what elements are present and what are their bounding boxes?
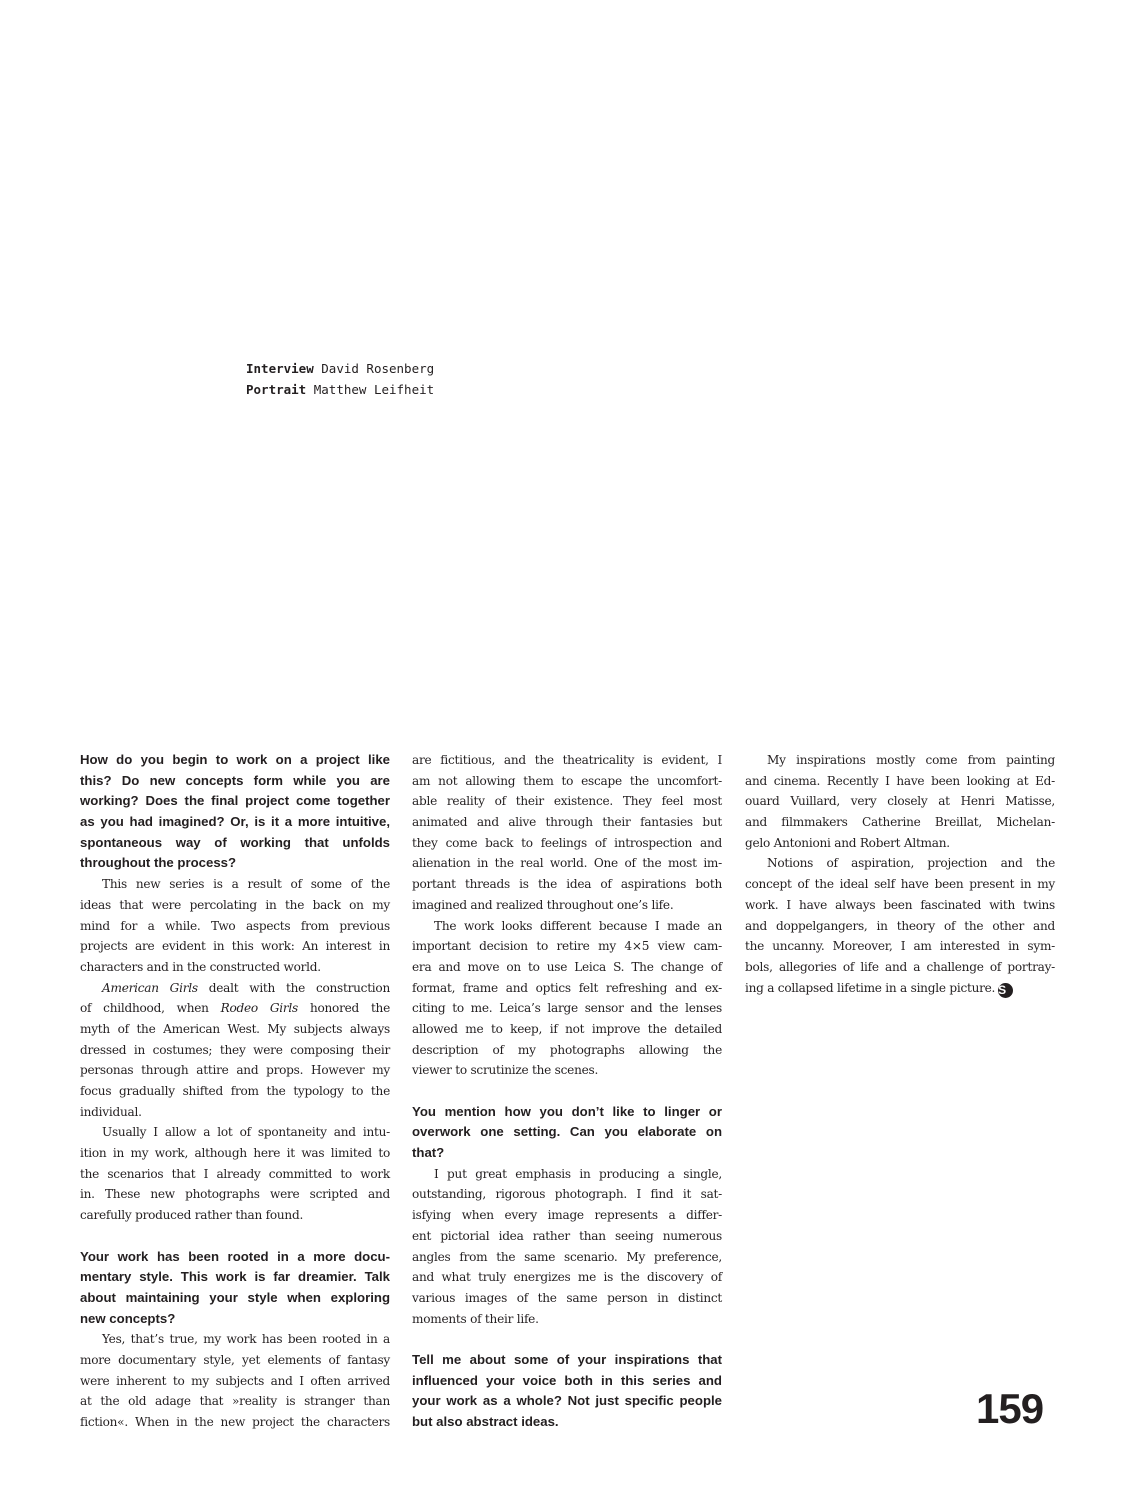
interview-label: Interview [246,361,314,376]
text-line: as you had imagined? Or, is it a more intuitive, [80,814,390,830]
text-line: isfying when every image represents a differ- [412,1208,722,1223]
interviewer-name: David Rosenberg [321,361,435,376]
answer-4-paragraph-2 [745,853,1055,998]
text-line: various images of the same person in distinct [412,1290,722,1305]
text-line: Your work has been rooted in a more docu- [80,1248,390,1264]
text-line: personas through attire and props. However my [80,1063,390,1078]
page-number: 159 [976,1385,1044,1432]
text-line: and cinema. Recently I have been looking at Ed- [745,773,1055,788]
article-credits [246,358,434,400]
text-line: This new series is a result of some of the [102,877,390,892]
text-line: working? Does the final project come together [80,793,390,809]
text-line: animated and alive through their fantasies but [412,815,722,830]
photographer-name: Matthew Leifheit [313,382,435,397]
text-line: overwork one setting. Can you elaborate on [412,1124,722,1140]
question-4 [412,1350,722,1433]
text-line: able reality of their existence. They feel most [412,794,722,809]
answer-2-paragraph-1 [80,1329,390,1432]
question-2 [80,1247,390,1330]
text-line: You mention how you don’t like to linger or [412,1103,722,1119]
text-line: viewer to scrutinize the scenes. [412,1063,599,1078]
text-span: dealt with the construction [197,980,390,995]
answer-2-continued [412,750,722,916]
text-line: and filmmakers Catherine Breillat, Michelan- [745,815,1055,830]
portrait-label: Portrait [246,382,307,397]
answer-1-paragraph-3 [80,1122,390,1225]
answer-2-paragraph-2 [412,916,722,1082]
answer-4-paragraph-1 [745,750,1055,853]
text-line: work. I have always been fascinated with twins [745,897,1055,912]
text-line: I put great emphasis in producing a single, [434,1166,722,1181]
text-line: outstanding, rigorous photograph. I find it sat- [412,1187,722,1202]
portrait-credit [246,379,434,400]
text-span: ing a collapsed lifetime in a single picture. [745,980,996,995]
text-line: am not allowing them to escape the uncomfort- [412,773,722,788]
question-1 [80,750,390,874]
answer-1-paragraph-1 [80,874,390,977]
text-line [745,978,1055,999]
text-line: carefully produced rather than found. [80,1208,304,1223]
text-line: and doppelgangers, in theory of the other and [745,918,1055,933]
text-line: projects are evident in this work: An interest in [80,939,390,954]
text-line: focus gradually shifted from the typology to the [80,1084,390,1098]
text-line: ition in my work, although here it was limited to [80,1146,390,1161]
text-line: bols, allegories of life and a challenge of portray- [745,959,1055,974]
text-line: myth of the American West. My subjects always [80,1021,390,1036]
text-line: dressed in costumes; they were composing their [80,1042,390,1057]
text-line: in. These new photographs were scripted and [80,1187,390,1202]
text-line: format, frame and optics felt refreshing and ex- [412,980,722,995]
series-title-rodeo-girls: Rodeo Girls [220,1001,299,1016]
text-line: characters and in the constructed world. [80,959,321,974]
text-line: individual. [80,1104,142,1119]
text-line: they come back to feelings of introspection and [412,835,722,850]
question-3 [412,1102,722,1164]
text-line: alienation in the real world. One of the most im- [412,856,722,871]
text-line: at the old adage that »reality is stranger than [80,1394,390,1409]
text-line: the uncanny. Moreover, I am interested in sym- [745,939,1055,954]
text-line: more documentary style, yet elements of fantasy [80,1352,390,1367]
end-of-article-icon: S [998,983,1013,998]
text-line: Tell me about some of your inspirations that [412,1351,722,1367]
text-line: the scenarios that I already committed to work [80,1166,390,1181]
text-line: angles from the same scenario. My preference, [412,1249,722,1264]
text-line: new concepts? [80,1310,176,1326]
text-line: this? Do new concepts form while you are [80,772,390,788]
text-line: spontaneous way of working that unfolds [80,834,390,850]
text-line: fiction«. When in the new project the characters [80,1415,390,1429]
answer-3 [412,1164,722,1330]
text-line: are fictitious, and the theatricality is evident, I [412,753,722,767]
text-line: and what truly energizes me is the discovery of [412,1270,722,1285]
text-line: How do you begin to work on a project like [80,752,390,767]
text-line: ouard Vuillard, very closely at Henri Matisse, [745,794,1055,809]
text-line: mind for a while. Two aspects from previous [80,918,390,933]
text-line: mentary style. This work is far dreamier. Talk [80,1269,390,1285]
text-line: ent pictorial idea rather than seeing numerous [412,1228,722,1243]
text-line: influenced your voice both in this series and [412,1372,722,1388]
text-line [80,978,390,999]
text-line: portant threads is the idea of aspirations both [412,877,722,892]
text-line: your work as a whole? Not just specific people [412,1393,722,1409]
text-span: honored the [298,1001,391,1016]
text-column-1 [80,750,390,1433]
text-line: concept of the ideal self have been present in my [745,877,1055,892]
text-line: that? [412,1145,445,1161]
text-line: about maintaining your style when exploring [80,1289,390,1305]
text-line: allowed me to keep, if not improve the detailed [412,1021,722,1036]
text-span: of childhood, when [80,1001,221,1016]
text-line: citing to me. Leica’s large sensor and the lenses [412,1001,722,1016]
text-line: Usually I allow a lot of spontaneity and intu- [102,1125,390,1140]
text-line: important decision to retire my 4×5 view cam- [412,939,722,954]
text-line: Notions of aspiration, projection and the [767,856,1055,871]
text-column-3 [745,750,1055,998]
text-column-2 [412,750,722,1433]
text-line: era and move on to use Leica S. The change of [412,959,722,974]
text-line: throughout the process? [80,855,237,871]
text-line: description of my photographs allowing the [412,1042,722,1057]
text-line: gelo Antonioni and Robert Altman. [745,835,950,850]
text-line: My inspirations mostly come from painting [767,753,1055,767]
text-line: Yes, that’s true, my work has been rooted in a [102,1332,390,1347]
text-line: but also abstract ideas. [412,1414,559,1429]
text-line: imagined and realized throughout one’s life. [412,897,674,912]
text-line [80,998,390,1019]
text-line: ideas that were percolating in the back on my [80,897,390,912]
interview-credit [246,358,434,379]
text-line: were inherent to my subjects and I often arrived [80,1373,390,1388]
series-title-american-girls: American Girls [102,980,198,995]
text-line: moments of their life. [412,1311,539,1326]
answer-1-paragraph-2 [80,978,390,1123]
text-line: The work looks different because I made an [434,918,722,933]
